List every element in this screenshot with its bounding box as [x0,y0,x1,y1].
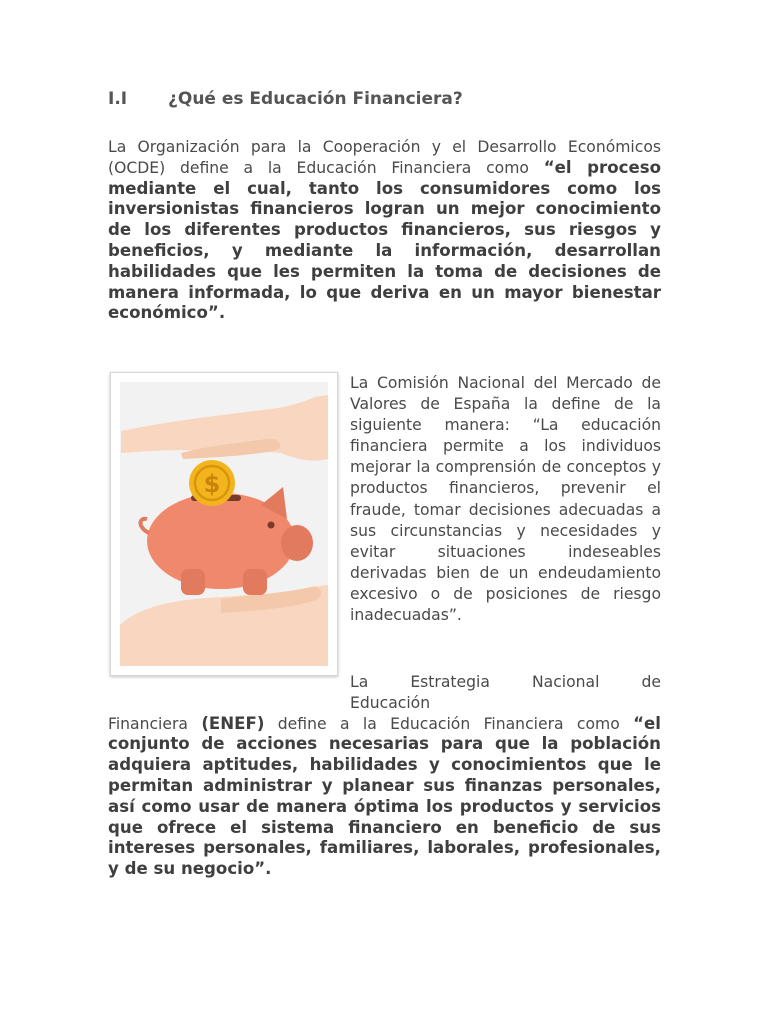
pig-snout [281,525,313,561]
pig-leg-back [243,569,267,595]
section-title: ¿Qué es Educación Financiera? [168,89,463,109]
piggy-bank-icon [111,373,337,675]
paragraph-enef-middle: define a la Educación Financiera como [277,714,620,733]
paragraph-enef [108,672,661,880]
paragraph-ocde-quote: “el proceso mediante el cual, tanto los consumidores como los inversionistas financieros logran un mejor conocimiento de los diferentes productos financieros, sus riesgos y beneficios, y mediante la información, desarrollan habilidades que les permiten la toma de decisiones de manera informada, lo que deriva en un mayor bienestar económico”. [108,157,661,323]
paragraph-enef-lead: La Estrategia Nacional de [350,673,661,691]
paragraph-enef-start: Financiera [108,714,188,733]
piggy-bank-illustration [110,372,338,676]
section-heading [108,89,463,109]
section-number: I.I [108,89,128,109]
pig-leg-front [181,569,205,595]
paragraph-enef-lead-end: Educación [350,693,431,712]
paragraph-ocde-intro: La Organización para la Cooperación y el Desarrollo Económicos (OCDE) define a la Educación Financiera como [108,138,661,177]
paragraph-enef-acronym: (ENEF) [201,713,265,733]
pig-eye [268,522,275,529]
paragraph-enef-quote: “el conjunto de acciones necesarias para que la población adquiera aptitudes, habilidades y conocimientos que le permitan administrar y planear sus finanzas personales, así como usar de manera óptima los productos y servicios que ofrece el sistema financiero en beneficio de sus intereses personales, familiares, laborales, profesionales, y de su negocio”. [108,713,661,879]
paragraph-cnmv: La Comisión Nacional del Mercado de Valores de España la define de la siguiente manera: “La educación financiera permite a los individuos mejorar la comprensión de conceptos y productos financieros, prevenir el fraude, tomar decisiones adecuadas a sus circunstancias y necesidades y evitar situaciones indeseables derivadas bien de un endeudamiento excesivo o de posiciones de riesgo inadecuadas”. [350,374,661,625]
paragraph-ocde [108,137,661,324]
coin-symbol: $ [203,470,221,498]
